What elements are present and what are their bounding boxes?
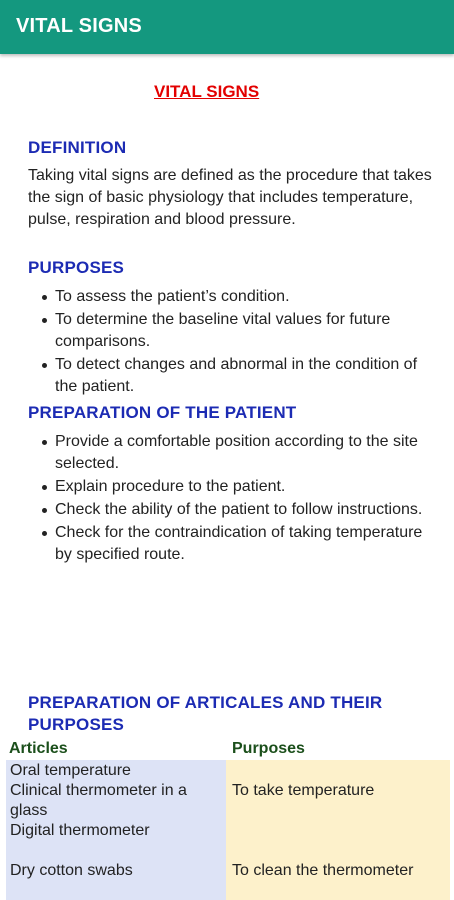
purposes-list	[28, 286, 438, 399]
list-item: Check the ability of the patient to follow instructions.	[28, 499, 438, 521]
list-item: Check for the contraindication of taking temperature by specified route.	[28, 522, 438, 566]
list-item: To determine the baseline vital values for future comparisons.	[28, 309, 438, 353]
articles-table	[6, 740, 450, 879]
table-cell-article: Dry cotton swabs	[10, 862, 133, 879]
definition-heading: DEFINITION	[28, 138, 127, 157]
list-item: To detect changes and abnormal in the condition of the patient.	[28, 354, 438, 398]
purposes-heading: PURPOSES	[28, 258, 125, 277]
table-cell-article: Oral temperature	[10, 762, 131, 779]
table-header-articles: Articles	[9, 740, 68, 757]
preparation-patient-heading: PREPARATION OF THE PATIENT	[28, 403, 297, 422]
app-bar	[0, 0, 454, 54]
table-cell-purpose: To clean the thermometer	[232, 862, 414, 879]
list-item: Provide a comfortable position according to the site selected.	[28, 431, 438, 475]
table-header-row	[6, 740, 450, 760]
preparation-patient-list	[28, 431, 438, 567]
list-item: To assess the patient’s condition.	[28, 286, 438, 308]
list-item: Explain procedure to the patient.	[28, 476, 438, 498]
table-header-purposes: Purposes	[232, 740, 305, 757]
table-cell-purpose: To take temperature	[232, 782, 375, 799]
definition-text: Taking vital signs are defined as the procedure that takes the sign of basic physiology that includes temperature, pulse, respiration and blood pressure.	[28, 167, 432, 228]
table-cell-article: Digital thermometer	[10, 822, 150, 839]
app-bar-title: VITAL SIGNS	[16, 15, 142, 37]
preparation-articles-heading: PREPARATION OF ARTICALES AND THEIR PURPOSES	[28, 693, 383, 734]
document-title: VITAL SIGNS	[154, 82, 260, 101]
table-cell-article: Clinical thermometer in a glass	[10, 782, 187, 819]
